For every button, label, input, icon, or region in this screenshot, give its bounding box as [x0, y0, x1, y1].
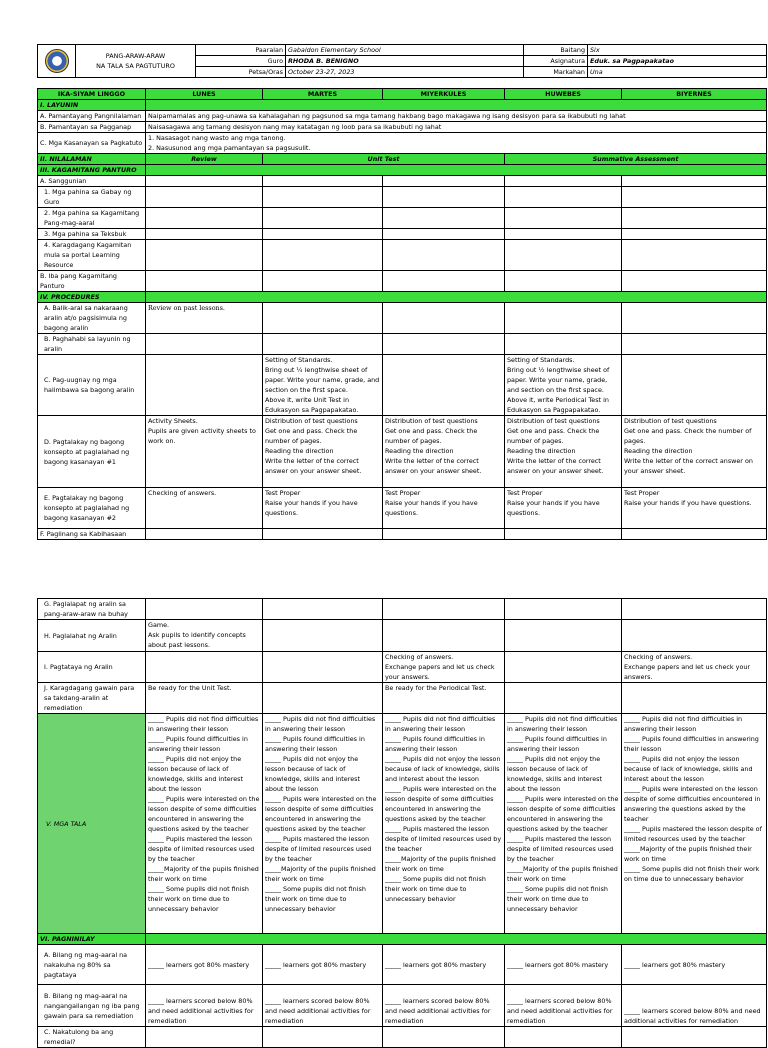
mastery-fri: _____ learners got 80% mastery	[622, 945, 767, 985]
row-label-kagamitang-mag-aaral: 2. Mga pahina sa Kagamitang Pang-mag-aaral	[38, 208, 146, 229]
deped-logo	[38, 45, 76, 78]
week-header: IKA-SIYAM LINGGO	[38, 89, 146, 100]
pagtalakay1-wed: Distribution of test questions Get one and pass. Check the number of pages. Reading the direction Write the letter of the correct answer on your answer sheet.	[383, 416, 505, 488]
row-label-iba-pang-kagamitan: B. Iba pang Kagamitang Panturo	[38, 271, 146, 292]
baitang-value: Six	[588, 45, 767, 56]
remediation-fri: _____ learners scored below 80% and need additional activities for remediation	[622, 985, 767, 1027]
tala-thu: _____ Pupils did not find difficulties in answering their lesson _____ Pupils found difficulties in answering their lesson _____ Pupils did not enjoy the lesson because of lack of knowledge, skills and interest about the lesson _____ Pupils were interested on the lesson despite of some difficulties encountered in answering the questions asked by the teacher _____ Pupils mastered the lesson despite of limited resources used by the teacher _____Majority of the pupils finished their work on time _____ Some pupils did not finish their work on time due to unnecessary behavior	[505, 714, 622, 934]
pagtalakay1-mon: Activity Sheets. Pupils are given activity sheets to work on.	[146, 416, 263, 488]
pagtalakay2-thu: Test Proper Raise your hands if you have questions.	[505, 488, 622, 529]
guro-value: RHODA B. BENIGNO	[286, 56, 524, 67]
lesson-table-part1	[37, 88, 766, 540]
row-label-pagtalakay-2: E. Pagtalakay ng bagong konsepto at paglalahad ng bagong kasanayan #2	[38, 488, 146, 529]
asignatura-value: Eduk. sa Pagpapakatao	[588, 56, 767, 67]
row-label-sanggunian: A. Sanggunian	[38, 176, 146, 187]
row-label-karagdagang-kagamitan: 4. Karagdagang Kagamitan mula sa portal Learning Resource	[38, 240, 146, 271]
row-label-remediation: B. Bilang ng mag-aaral na nangangailangan ng iba pang gawain para sa remediation	[38, 985, 146, 1027]
petsa-label: Petsa/Oras	[196, 67, 286, 78]
row-label-paglalahat: H. Paglalahat ng Aralin	[38, 620, 146, 652]
day-header-tue: MARTES	[263, 89, 383, 100]
row-label-teksbuk: 3. Mga pahina sa Teksbuk	[38, 229, 146, 240]
form-title	[76, 45, 196, 78]
row-label-pagganap: B. Pamantayan sa Pagganap	[38, 122, 146, 133]
baitang-label: Baitang	[524, 45, 588, 56]
remediation-wed: _____ learners scored below 80% and need additional activities for remediation	[383, 985, 505, 1027]
guro-label: Guro	[196, 56, 286, 67]
pamantayang-text: Naipamamalas ang pag-unawa sa kahalagahan ng pagsunod sa mga tamang hakbang bago makagawa ng isang desisyon para sa ikabubuti ng lahat	[146, 111, 767, 122]
row-label-pag-uugnay: C. Pag-uugnay ng mga halimbawa sa bagong aralin	[38, 355, 146, 416]
pagtalakay1-tue: Distribution of test questions Get one and pass. Check the number of pages. Reading the direction Write the letter of the correct answer on your answer sheet.	[263, 416, 383, 488]
mastery-thu: _____ learners got 80% mastery	[505, 945, 622, 985]
section-pagninilay: VI. PAGNINILAY	[38, 934, 146, 945]
section-kagamitang: III. KAGAMITANG PANTURO	[38, 165, 146, 176]
tala-fri: _____ Pupils did not find difficulties in answering their lesson _____ Pupils found difficulties in answering their lesson _____ Pupils did not enjoy the lesson because of lack of knowledge, skills and interest about the lesson _____ Pupils were interested on the lesson despite of some difficulties encountered in answering the questions asked by the teacher _____ Pupils mastered the lesson despite of limited resources used by the teacher _____Majority of the pupils finished their work on time _____ Some pupils did not finish their work on time due to unnecessary behavior	[622, 714, 767, 934]
pagtalakay1-fri: Distribution of test questions Get one and pass. Check the number of pages. Reading the direction Write the letter of the correct answer on your answer sheet.	[622, 416, 767, 488]
day-header-fri: BIYERNES	[622, 89, 767, 100]
kasanayan-item-1: 1. Nasasagot nang wasto ang mga tanong.	[148, 134, 286, 142]
lesson-table-part2	[37, 598, 766, 1048]
pagganap-text: Naisasagawa ang tamang desisyon nang may katatagan ng loob para sa ikabubuti ng lahat	[146, 122, 767, 133]
row-label-gabay: 1. Mga pahina sa Gabay ng Guro	[38, 187, 146, 208]
pagtalakay2-mon: Checking of answers.	[146, 488, 263, 529]
balik-aral-mon: Review on past lessons.	[146, 303, 263, 334]
mastery-mon: _____ learners got 80% mastery	[146, 945, 263, 985]
petsa-value: October 23-27, 2023	[286, 67, 524, 78]
kasanayan-item-2: 2. Nasusunod ang mga pamantayan sa pagsusulit.	[148, 144, 311, 152]
pagtataya-fri: Checking of answers. Exchange papers and let us check your answers.	[622, 652, 767, 683]
section-procedures: IV. PROCEDURES	[38, 292, 146, 303]
remediation-thu: _____ learners scored below 80% and need additional activities for remediation	[505, 985, 622, 1027]
tala-tue: _____ Pupils did not find difficulties in answering their lesson _____ Pupils found difficulties in answering their lesson _____ Pupils did not enjoy the lesson because of lack of knowledge, skills and interest about the lesson _____ Pupils were interested on the lesson despite of some difficulties encountered in answering the questions asked by the teacher _____ Pupils mastered the lesson despite of limited resources used by the teacher _____Majority of the pupils finished their work on time _____ Some pupils did not finish their work on time due to unnecessary behavior	[263, 714, 383, 934]
markahan-value: Una	[588, 67, 767, 78]
remediation-tue: _____ learners scored below 80% and need additional activities for remediation	[263, 985, 383, 1027]
nilalaman-unit-test: Unit Test	[263, 154, 505, 165]
nilalaman-review: Review	[146, 154, 263, 165]
section-layunin: I. LAYUNIN	[38, 100, 146, 111]
asignatura-label: Asignatura	[524, 56, 588, 67]
row-label-nakatulong: C. Nakatulong ba ang remedial?	[38, 1027, 146, 1048]
paaralan-label: Paaralan	[196, 45, 286, 56]
pag-uugnay-thu: Setting of Standards. Bring out ½ lengthwise sheet of paper. Write your name, grade, and section on the first space. Above it, write Periodical Test in Edukasyon sa Pagpapakatao.	[505, 355, 622, 416]
row-label-bilang-80: A. Bilang ng mag-aaral na nakakuha ng 80% sa pagtataya	[38, 945, 146, 985]
pagtalakay1-thu: Distribution of test questions Get one and pass. Check the number of pages. Reading the direction Write the letter of the correct answer on your answer sheet.	[505, 416, 622, 488]
form-title-line1: PANG-ARAW-ARAW	[105, 52, 166, 60]
pagtalakay2-fri: Test Proper Raise your hands if you have questions.	[622, 488, 767, 529]
row-label-pagtalakay-1: D. Pagtalakay ng bagong konsepto at paglalahad ng bagong kasanayan #1	[38, 416, 146, 488]
row-label-takdang-aralin: J. Karagdagang gawain para sa takdang-aralin at remediation	[38, 683, 146, 714]
paglalahat-mon: Game. Ask pupils to identify concepts about past lessons.	[146, 620, 263, 652]
pagtalakay2-wed: Test Proper Raise your hands if you have questions.	[383, 488, 505, 529]
header-block	[37, 44, 766, 78]
row-label-paghahabi: B. Paghahabi sa layunin ng aralin	[38, 334, 146, 355]
tala-mon: _____ Pupils did not find difficulties in answering their lesson _____ Pupils found difficulties in answering their lesson _____ Pupils did not enjoy the lesson because of lack of knowledge, skills and interest about the lesson _____ Pupils were interested on the lesson despite of some difficulties encountered in answering the questions asked by the teacher _____ Pupils mastered the lesson despite of limited resources used by the teacher _____Majority of the pupils finished their work on time _____ Some pupils did not finish their work on time due to unnecessary behavior	[146, 714, 263, 934]
day-header-wed: MIYERKULES	[383, 89, 505, 100]
section-nilalaman: II. NILALAMAN	[38, 154, 146, 165]
tala-wed: _____ Pupils did not find difficulties in answering their lesson _____ Pupils found difficulties in answering their lesson _____ Pupils did not enjoy the lesson because of lack of knowledge, skills and interest about the lesson _____ Pupils were interested on the lesson despite of some difficulties encountered in answering the questions asked by the teacher _____ Pupils mastered the lesson despite of limited resources used by the teacher _____Majority of the pupils finished their work on time _____ Some pupils did not finish their work on time due to unnecessary behavior	[383, 714, 505, 934]
row-label-paglalapat: G. Paglalapat ng aralin sa pang-araw-araw na buhay	[38, 599, 146, 620]
kasanayan-text	[146, 133, 767, 154]
row-label-balik-aral: A. Balik-aral sa nakaraang aralin at/o pagsisimula ng bagong aralin	[38, 303, 146, 334]
paaralan-value: Gabaldon Elementary School	[286, 45, 524, 56]
pag-uugnay-tue: Setting of Standards. Bring out ¼ lengthwise sheet of paper. Write your name, grade, and section on the first space. Above it, write Unit Test in Edukasyon sa Pagpapakatao.	[263, 355, 383, 416]
pagtataya-wed: Checking of answers. Exchange papers and let us check your answers.	[383, 652, 505, 683]
pagtalakay2-tue: Test Proper Raise your hands if you have questions.	[263, 488, 383, 529]
takdang-aralin-wed: Be ready for the Periodical Test.	[383, 683, 505, 714]
nilalaman-summative: Summative Assessment	[505, 154, 767, 165]
form-title-line2: NA TALA SA PAGTUTURO	[96, 62, 175, 70]
mastery-tue: _____ learners got 80% mastery	[263, 945, 383, 985]
mastery-wed: _____ learners got 80% mastery	[383, 945, 505, 985]
day-header-thu: HUWEBES	[505, 89, 622, 100]
row-label-pamantayang: A. Pamantayang Pangnilalaman	[38, 111, 146, 122]
remediation-mon: _____ learners scored below 80% and need additional activities for remediation	[146, 985, 263, 1027]
section-mga-tala: V. MGA TALA	[38, 714, 146, 934]
row-label-paglinang: F. Paglinang sa Kabihasaan	[38, 529, 146, 540]
takdang-aralin-mon: Be ready for the Unit Test.	[146, 683, 263, 714]
row-label-kasanayan: C. Mga Kasanayan sa Pagkatuto	[38, 133, 146, 154]
seal-icon	[45, 49, 69, 73]
row-label-pagtataya: I. Pagtataya ng Aralin	[38, 652, 146, 683]
day-header-mon: LUNES	[146, 89, 263, 100]
markahan-label: Markahan	[524, 67, 588, 78]
